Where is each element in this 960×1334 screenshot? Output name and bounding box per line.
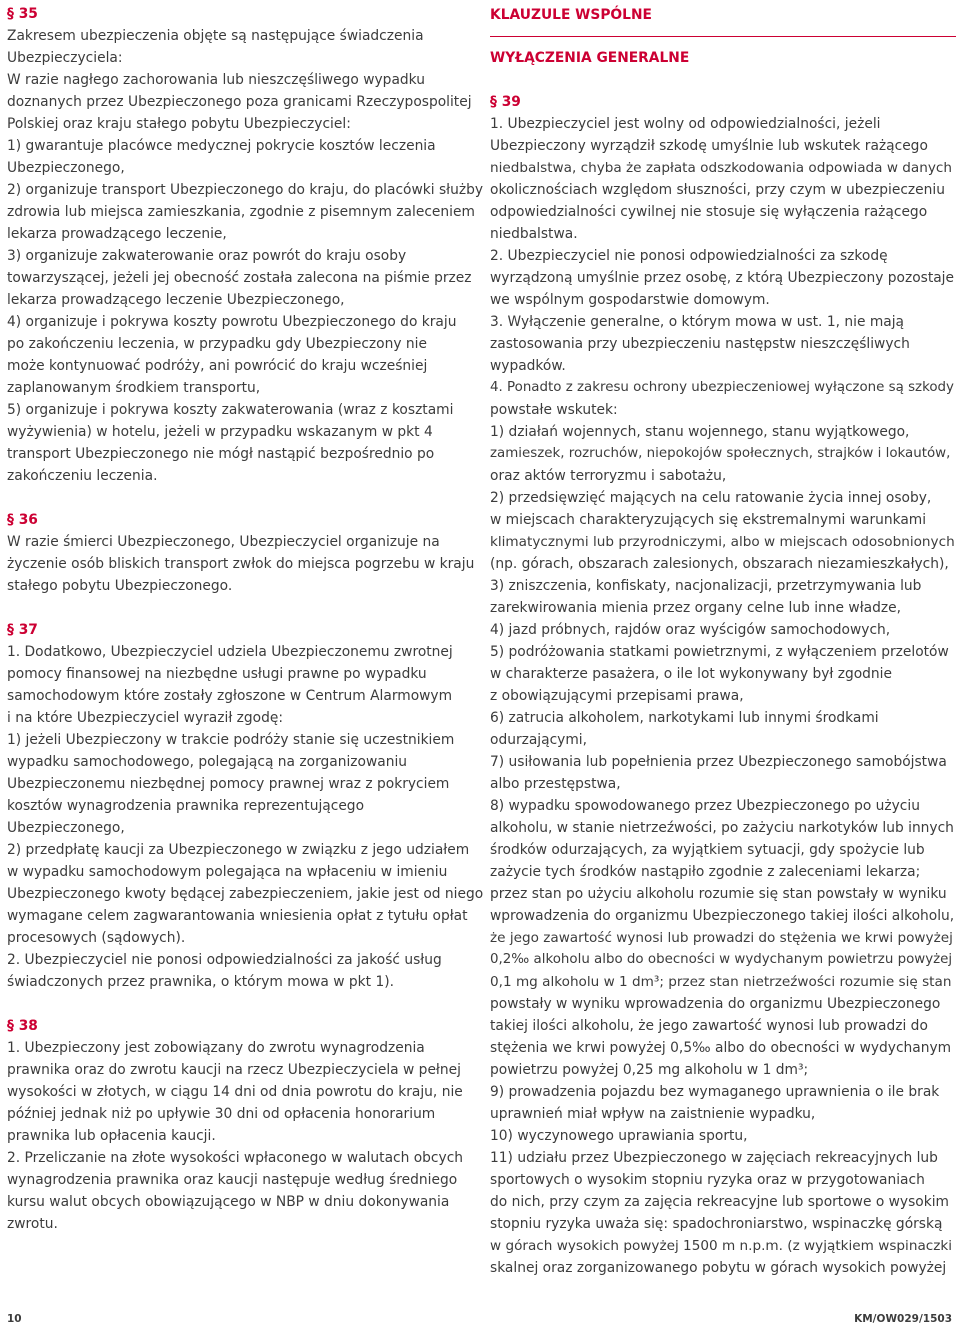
text-line: procesowych (sądowych). xyxy=(7,930,186,946)
text-line: (np. górach, obszarach zalesionych, obszarach niezamieszkałych), xyxy=(490,556,949,572)
text-line: powstałe wskutek: xyxy=(490,402,618,418)
text-line: 2) przedpłatę kaucji za Ubezpieczonego w związku z jego udziałem xyxy=(7,842,470,858)
text-line: klimatycznymi lub przyrodniczymi, albo w miejscach odosobnionych xyxy=(490,534,955,550)
heading-divider xyxy=(490,36,956,37)
text-line: 6) zatrucia alkoholem, narkotykami lub innymi środkami xyxy=(490,710,879,726)
text-line: 2. Przeliczanie na złote wysokości wpłaconego w walutach obcych xyxy=(7,1150,464,1166)
right-column-text xyxy=(490,91,956,1279)
text-line: zażycie tych środków nastąpiło zgodnie z zaleceniami lekarza; xyxy=(490,864,921,880)
page-number: 10 xyxy=(7,1313,22,1325)
text-line: 8) wypadku spowodowanego przez Ubezpieczonego po użyciu xyxy=(490,798,920,814)
text-line: 2. Ubezpieczyciel nie ponosi odpowiedzialności za jakość usług xyxy=(7,952,442,968)
section-heading-klauzule: KLAUZULE WSPÓLNE xyxy=(490,7,652,23)
text-line: w górach wysokich powyżej 1500 m n.p.m. (z wyjątkiem wspinaczki xyxy=(490,1238,953,1254)
text-line: uprawnień miał wpływ na zaistnienie wypadku, xyxy=(490,1106,816,1122)
text-line: powietrzu powyżej 0,25 mg alkoholu w 1 dm³; xyxy=(490,1062,809,1078)
text-line: wysokości w złotych, w ciągu 14 dni od dnia powrotu do kraju, nie xyxy=(7,1084,463,1100)
text-line: świadczonych przez prawnika, o którym mowa w pkt 1). xyxy=(7,974,395,990)
text-line: po zakończeniu leczenia, w przypadku gdy Ubezpieczony nie xyxy=(7,336,427,352)
text-line: Ubezpieczony wyrządził szkodę umyślnie lub wskutek rażącego xyxy=(490,138,928,154)
text-line: zakończeniu leczenia. xyxy=(7,468,158,484)
text-line: wypadków. xyxy=(490,358,566,374)
text-line: zaplanowanym środkiem transportu, xyxy=(7,380,261,396)
text-line: lekarza prowadzącego leczenie Ubezpieczonego, xyxy=(7,292,345,308)
text-line: wyrządzoną umyślnie przez osobę, z którą Ubezpieczony pozostaje xyxy=(490,270,955,286)
text-line: 1) działań wojennych, stanu wojennego, stanu wyjątkowego, xyxy=(490,424,910,440)
text-line: pomocy finansowej na niezbędne usługi prawne po wypadku xyxy=(7,666,427,682)
text-line: zarekwirowania mienia przez organy celne lub inne władze, xyxy=(490,600,901,616)
text-line: 4. Ponadto z zakresu ochrony ubezpieczeniowej wyłączone są szkody xyxy=(490,380,954,395)
text-line: 0,1 mg alkoholu w 1 dm³; przez stan nietrzeźwości rozumie się stan xyxy=(490,974,952,990)
text-line: z obowiązującymi przepisami prawa, xyxy=(490,688,744,704)
text-line: może kontynuować podróży, ani powrócić do kraju wcześniej xyxy=(7,358,428,374)
text-line: 1) jeżeli Ubezpieczony w trakcie podróży stanie się uczestnikiem xyxy=(7,732,455,748)
text-line: Ubezpieczonego, xyxy=(7,820,125,836)
text-line: przez stan po użyciu alkoholu rozumie się stan powstały w wyniku xyxy=(490,886,947,902)
paragraph-heading: § 36 xyxy=(7,512,38,528)
paragraph-heading: § 38 xyxy=(7,1018,38,1034)
text-line: w wypadku samochodowym polegająca na wpłaceniu w imieniu xyxy=(7,864,448,880)
text-line: zamieszek, rozruchów, niepokojów społecznych, strajków i lokautów, xyxy=(490,446,951,461)
text-line: zdrowia lub miejsca zamieszkania, zgodnie z pisemnym zaleceniem xyxy=(7,204,475,220)
text-line: zastosowania przy ubezpieczeniu następstw nieszczęśliwych xyxy=(490,336,910,352)
subsection-heading-wylaczenia: WYŁĄCZENIA GENERALNE xyxy=(490,50,690,66)
text-line: 0,2‰ alkoholu albo do obecności w wydychanym powietrzu powyżej xyxy=(490,952,953,967)
text-line: wyżywienia) w hotelu, jeżeli w przypadku wskazanym w pkt 4 xyxy=(7,424,433,440)
text-line: Polskiej oraz kraju stałego pobytu Ubezpieczyciel: xyxy=(7,116,351,132)
text-line: stopniu ryzyka uważa się: spadochroniarstwo, wspinaczkę górską xyxy=(490,1216,943,1232)
text-line: 5) organizuje i pokrywa koszty zakwaterowania (wraz z kosztami xyxy=(7,402,454,418)
text-line: 3) zniszczenia, konfiskaty, nacjonalizacji, przetrzymywania lub xyxy=(490,578,922,594)
text-line: 3) organizuje zakwaterowanie oraz powrót do kraju osoby xyxy=(7,248,407,264)
text-line: alkoholu, w stanie nietrzeźwości, po zażyciu narkotyków lub innych xyxy=(490,820,954,836)
text-line: niedbalstwa. xyxy=(490,226,578,242)
text-line: oraz aktów terroryzmu i sabotażu, xyxy=(490,468,727,484)
text-line: prawnika oraz do zwrotu kaucji na rzecz Ubezpieczyciela w pełnej xyxy=(7,1062,461,1078)
paragraph-gap xyxy=(7,993,483,1015)
text-line: kursu walut obcych obowiązującego w NBP w dniu dokonywania xyxy=(7,1194,450,1210)
text-line: odpowiedzialności cywilnej nie stosuje się wyłączenia rażącego xyxy=(490,204,928,220)
text-line: wynagrodzenia prawnika oraz kaucji następuje według średniego xyxy=(7,1172,458,1188)
text-line: stężenia we krwi powyżej 0,5‰ albo do obecności w wydychanym xyxy=(490,1040,952,1056)
text-line: 9) prowadzenia pojazdu bez wymaganego uprawnienia o ile brak xyxy=(490,1084,940,1100)
paragraph-gap xyxy=(7,487,483,509)
text-line: 2) przedsięwzięć mających na celu ratowanie życia innej osoby, xyxy=(490,490,932,506)
text-line: powstały w wyniku wprowadzenia do organizmu Ubezpieczonego xyxy=(490,996,941,1012)
text-line: samochodowym które zostały zgłoszone w Centrum Alarmowym xyxy=(7,688,453,704)
text-line: Zakresem ubezpieczenia objęte są następujące świadczenia xyxy=(7,28,424,44)
text-line: 3. Wyłączenie generalne, o którym mowa w ust. 1, nie mają xyxy=(490,314,905,330)
text-line: że jego zawartość wynosi lub prowadzi do stężenia we krwi powyżej xyxy=(490,930,953,946)
text-line: 11) udziału przez Ubezpieczonego w zajęciach rekreacyjnych lub xyxy=(490,1150,938,1166)
text-line: życzenie osób bliskich transport zwłok do miejsca pogrzebu w kraju xyxy=(7,556,475,572)
text-line: 2) organizuje transport Ubezpieczonego do kraju, do placówki służby xyxy=(7,182,484,198)
text-line: prawnika lub opłacenia kaucji. xyxy=(7,1128,216,1144)
paragraph-gap xyxy=(7,597,483,619)
text-line: we wspólnym gospodarstwie domowym. xyxy=(490,292,770,308)
text-line: w charakterze pasażera, o ile lot wykonywany był zgodnie xyxy=(490,666,893,682)
left-column-text xyxy=(7,3,483,1235)
text-line: i na które Ubezpieczyciel wyraził zgodę: xyxy=(7,710,283,726)
text-line: doznanych przez Ubezpieczonego poza granicami Rzeczypospolitej xyxy=(7,94,472,110)
text-line: zwrotu. xyxy=(7,1216,58,1232)
text-line: albo przestępstwa, xyxy=(490,776,621,792)
text-line: wymagane celem zagwarantowania wniesienia opłat z tytułu opłat xyxy=(7,908,468,924)
text-line: Ubezpieczonego, xyxy=(7,160,125,176)
text-line: Ubezpieczyciela: xyxy=(7,50,123,66)
text-line: stałego pobytu Ubezpieczonego. xyxy=(7,578,233,594)
paragraph-heading: § 35 xyxy=(7,6,38,22)
text-line: takiej ilości alkoholu, że jego zawartość wynosi lub prowadzi do xyxy=(490,1018,928,1034)
text-line: w miejscach charakteryzujących się ekstremalnymi warunkami xyxy=(490,512,927,528)
text-line: transport Ubezpieczonego nie mógł nastąpić bezpośrednio po xyxy=(7,446,435,462)
text-line: towarzyszącej, jeżeli jej obecność została zalecona na piśmie przez xyxy=(7,270,472,286)
text-line: 5) podróżowania statkami powietrznymi, z wyłączeniem przelotów xyxy=(490,644,949,660)
text-line: odurzającymi, xyxy=(490,732,588,748)
text-line: W razie śmierci Ubezpieczonego, Ubezpieczyciel organizuje na xyxy=(7,534,440,550)
text-line: 1. Dodatkowo, Ubezpieczyciel udziela Ubezpieczonemu zwrotnej xyxy=(7,644,453,660)
text-line: 7) usiłowania lub popełnienia przez Ubezpieczonego samobójstwa xyxy=(490,754,947,770)
text-line: 1. Ubezpieczony jest zobowiązany do zwrotu wynagrodzenia xyxy=(7,1040,425,1056)
text-line: 10) wyczynowego uprawiania sportu, xyxy=(490,1128,748,1144)
text-line: niedbalstwa, chyba że zapłata odszkodowania odpowiada w danych xyxy=(490,160,952,176)
text-line: okolicznościach względom słuszności, przy czym w ubezpieczeniu xyxy=(490,182,945,198)
document-code: KM/OW029/1503 xyxy=(854,1313,952,1325)
text-line: do nich, przy czym za zajęcia rekreacyjne lub sportowe o wysokim xyxy=(490,1194,949,1210)
paragraph-heading: § 37 xyxy=(7,622,38,638)
text-line: 4) organizuje i pokrywa koszty powrotu Ubezpieczonego do kraju xyxy=(7,314,457,330)
text-line: 2. Ubezpieczyciel nie ponosi odpowiedzialności za szkodę xyxy=(490,248,888,264)
text-line: środków odurzających, za wyjątkiem sytuacji, gdy spożycie lub xyxy=(490,842,925,858)
text-line: 1) gwarantuje placówce medycznej pokrycie kosztów leczenia xyxy=(7,138,436,154)
text-line: lekarza prowadzącego leczenie, xyxy=(7,226,227,242)
text-line: później jednak niż po upływie 30 dni od opłacenia honorarium xyxy=(7,1106,436,1122)
text-line: kosztów wynagrodzenia prawnika reprezentującego xyxy=(7,798,365,814)
text-line: wprowadzenia do organizmu Ubezpieczonego takiej ilości alkoholu, xyxy=(490,908,955,924)
text-line: W razie nagłego zachorowania lub nieszczęśliwego wypadku xyxy=(7,72,425,88)
paragraph-heading: § 39 xyxy=(490,94,521,110)
text-line: wypadku samochodowego, polegającą na zorganizowaniu xyxy=(7,754,408,770)
text-line: sportowych o wysokim stopniu ryzyka oraz w przygotowaniach xyxy=(490,1172,925,1188)
text-line: 1. Ubezpieczyciel jest wolny od odpowiedzialności, jeżeli xyxy=(490,116,881,132)
text-line: Ubezpieczonemu niezbędnej pomocy prawnej wraz z pokryciem xyxy=(7,776,450,792)
text-line: skalnej oraz zorganizowanego pobytu w górach wysokich powyżej xyxy=(490,1260,947,1276)
text-line: 4) jazd próbnych, rajdów oraz wyścigów samochodowych, xyxy=(490,622,891,638)
text-line: Ubezpieczonego kwoty będącej zabezpieczeniem, jakie jest od niego xyxy=(7,886,484,902)
